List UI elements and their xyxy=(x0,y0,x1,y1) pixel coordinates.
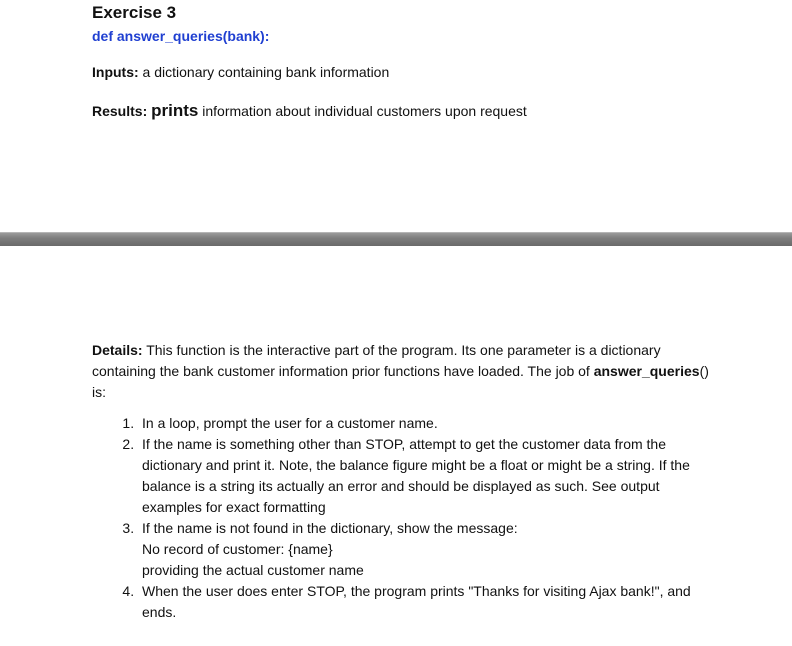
results-line xyxy=(92,101,527,121)
details-intro-part2: () is: xyxy=(92,363,709,400)
inputs-text: a dictionary containing bank information xyxy=(138,64,390,80)
step-item: 4. When the user does enter STOP, the program prints "Thanks for visiting Ajax bank!", and ends. xyxy=(138,581,712,623)
step-item: 1. In a loop, prompt the user for a customer name. xyxy=(138,413,712,434)
results-text: information about individual customers upon request xyxy=(198,103,527,119)
results-label: Results: xyxy=(92,103,148,119)
step-3-text: 3. If the name is not found in the dictionary, show the message: xyxy=(142,520,518,536)
step-item xyxy=(138,518,712,581)
function-name: answer_queries xyxy=(593,363,700,379)
steps-list xyxy=(92,413,712,623)
details-intro-part1: This function is the interactive part of the program. Its one parameter is a dictionary containing the bank customer information prior functions have loaded. The job of xyxy=(92,342,661,379)
document-page-top xyxy=(0,0,792,232)
inputs-line xyxy=(92,64,389,80)
inputs-label: Inputs: xyxy=(92,64,139,80)
details-label: Details: xyxy=(92,342,143,358)
page-divider xyxy=(0,232,792,246)
function-signature: def answer_queries(bank): xyxy=(92,28,270,44)
step-3-note: providing the actual customer name xyxy=(142,562,364,578)
step-3-message: No record of customer: {name} xyxy=(142,541,333,557)
exercise-title: Exercise 3 xyxy=(92,3,177,22)
details-section xyxy=(92,340,712,623)
details-intro xyxy=(92,340,712,403)
step-item: 2. If the name is something other than STOP, attempt to get the customer data from the dictionary and print it. Note, the balance figure might be a float or might be a string. If the balance is a string its actually an error and should be displayed as such. See output examples for exact formatting xyxy=(138,434,712,518)
results-emphasis: prints xyxy=(151,101,199,120)
